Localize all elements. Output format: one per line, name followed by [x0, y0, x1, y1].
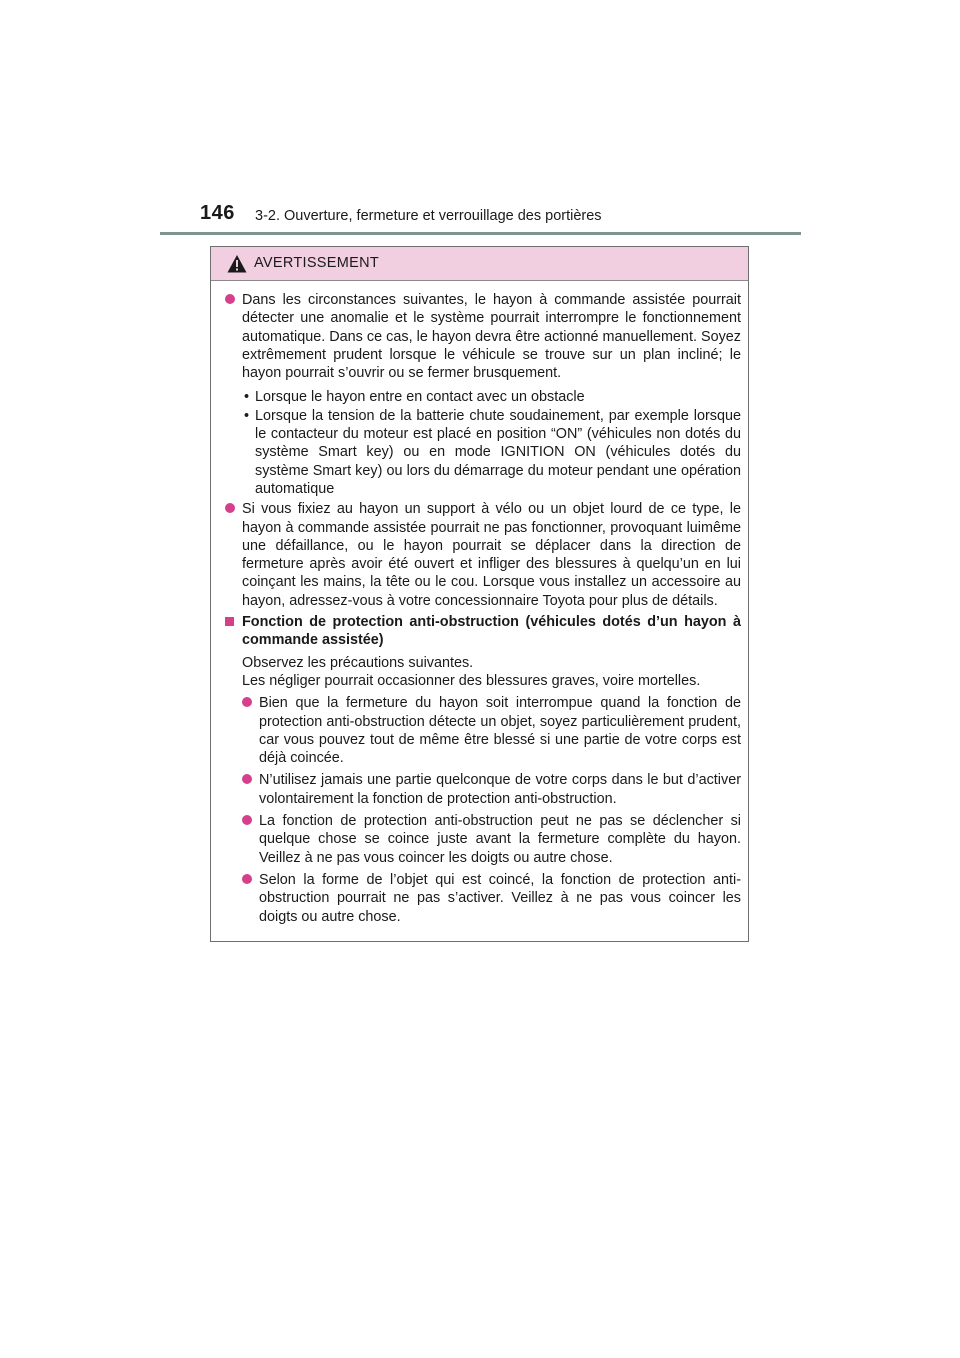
obstruction-item: [242, 771, 741, 808]
intro-line: Observez les précautions suivantes.: [242, 654, 474, 671]
warning-header: [211, 247, 748, 281]
obstruction-list: [225, 694, 741, 926]
warning-content: [211, 281, 748, 926]
bullet-dot: [225, 503, 235, 513]
section-heading: [225, 613, 741, 650]
square-bullet: [225, 617, 234, 626]
sub-bullet: •: [244, 389, 250, 406]
sub-bullet: •: [244, 407, 250, 424]
page-number: 146: [200, 202, 235, 224]
sub-item: [242, 388, 741, 406]
obstruction-item: [242, 694, 741, 767]
warning-item-text: Dans les circonstances suivantes, le hayon à commande assistée pourrait détecter une anomalie et le système pourrait interrompre le fonctionnement automatique. Dans ce cas, le hayon devra être actionné manuellement. Soyez extrêmement prudent lorsque le véhicule se trouve sur un plan incliné; le hayon pourrait s’ouvrir ou se fermer brusquement.: [242, 292, 741, 382]
warning-box: [210, 246, 749, 942]
obstruction-item: [242, 871, 741, 926]
bullet-dot: [242, 815, 252, 825]
bullet-dot: [225, 294, 235, 304]
bullet-dot: [242, 697, 252, 707]
section-heading-text: Fonction de protection anti-obstruction (véhicules dotés d’un hayon à commande assistée): [242, 614, 741, 649]
obstruction-item-text: Bien que la fermeture du hayon soit interrompue quand la fonction de protection anti-obstruction détecte un objet, soyez particulièrement prudent, car vous pouvez tout de même être blessé si une partie de votre corps est déjà coincée.: [259, 695, 741, 767]
sub-item-text: Lorsque la tension de la batterie chute soudainement, par exemple lorsque le contacteur du moteur est placé en position “ON” (véhicules non dotés du système Smart key) ou en mode IGNITION ON (véhicules dotés du système Smart key) ou lors du démarrage du moteur pendant une opération automatique: [255, 407, 741, 497]
intro-text: [225, 654, 741, 691]
section-title: 3-2. Ouverture, fermeture et verrouillage des portières: [255, 208, 602, 224]
warning-triangle-icon: [227, 254, 247, 273]
bullet-dot: [242, 774, 252, 784]
sub-item-text: Lorsque le hayon entre en contact avec un obstacle: [255, 389, 585, 406]
sub-list: [242, 388, 741, 498]
intro-line: Les négliger pourrait occasionner des blessures graves, voire mortelles.: [242, 672, 701, 689]
obstruction-item-text: Selon la forme de l’objet qui est coincé, la fonction de protection anti-obstruction pourrait ne pas s’activer. Veillez à ne pas vous coincer les doigts ou autre chose.: [259, 871, 741, 925]
warning-title: AVERTISSEMENT: [254, 255, 380, 271]
warning-item-text: Si vous fixiez au hayon un support à vélo ou un objet lourd de ce type, le hayon à commande assistée pourrait ne pas fonctionner, provoquant luimême une défaillance, ou le hayon pourrait se déplacer dans la direction de fermeture après avoir été ouvert et infliger des blessures à quelqu’un en lui coinçant les mains, la tête ou le cou. Lorsque vous installez un accessoire au hayon, adressez-vous à votre concessionnaire Toyota pour plus de détails.: [242, 501, 741, 609]
warning-item: [225, 291, 741, 382]
sub-item: [242, 407, 741, 498]
warning-item: [225, 500, 741, 610]
bullet-dot: [242, 874, 252, 884]
obstruction-item-text: La fonction de protection anti-obstruction peut ne pas se déclencher si quelque chose se coince juste avant la fermeture complète du hayon. Veillez à ne pas vous coincer les doigts ou autre chose.: [259, 813, 741, 866]
obstruction-item-text: N’utilisez jamais une partie quelconque de votre corps dans le but d’activer volontairement la fonction de protection anti-obstruction.: [259, 772, 741, 807]
header-rule: [160, 232, 801, 235]
obstruction-item: [242, 812, 741, 867]
